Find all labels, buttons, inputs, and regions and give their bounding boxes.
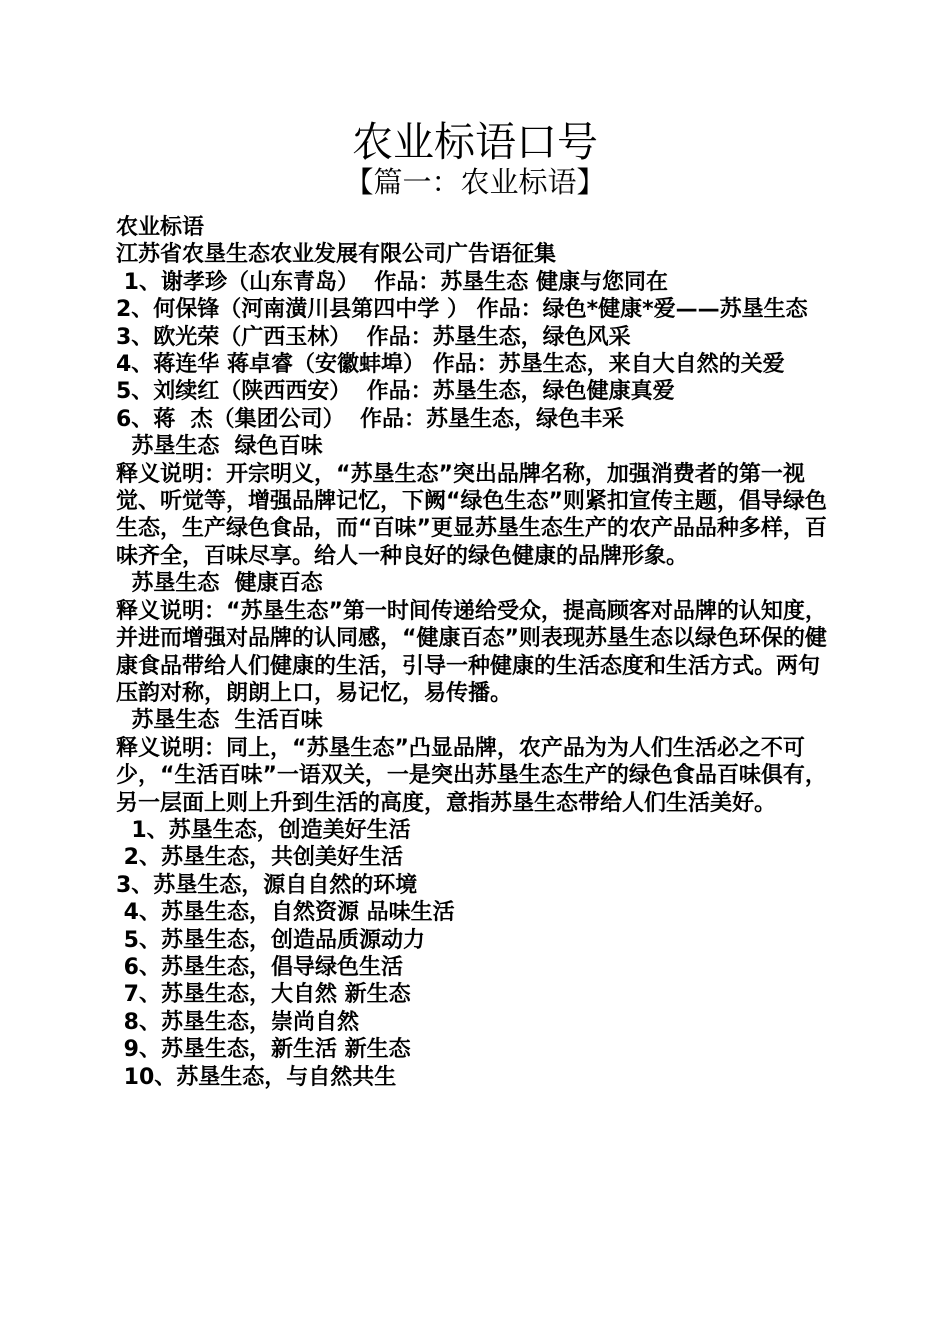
section-heading: 农业标语: [116, 215, 205, 240]
entry-item: 4、蒋连华 蒋卓睿（安徽蚌埠） 作品：苏垦生态，来自大自然的关爱: [116, 352, 785, 378]
entry-item: 1、谢孝珍（山东青岛） 作品：苏垦生态 健康与您同在: [116, 269, 668, 295]
slogan-item: 6、苏垦生态，倡导绿色生活: [116, 954, 403, 980]
explanation-slogan: 苏垦生态 健康百态: [116, 571, 323, 597]
company-heading: 江苏省农垦生态农业发展有限公司广告语征集: [116, 242, 557, 268]
page-title: 农业标语口号: [352, 118, 598, 166]
slogan-item: 4、苏垦生态，自然资源 品味生活: [116, 900, 455, 926]
slogan-item: 8、苏垦生态，崇尚自然: [116, 1009, 359, 1035]
page-subtitle: 【篇一：农业标语】: [344, 165, 606, 199]
entry-item: 3、欧光荣（广西玉林） 作品：苏垦生态，绿色风采: [116, 324, 631, 350]
explanation-slogan: 苏垦生态 生活百味: [116, 708, 323, 734]
slogan-item: 10、苏垦生态，与自然共生: [116, 1064, 397, 1090]
explanation-slogan: 苏垦生态 绿色百味: [116, 434, 323, 460]
entry-item: 5、刘续红（陕西西安） 作品：苏垦生态，绿色健康真爱: [116, 379, 675, 405]
explanation-text: 释义说明：“苏垦生态”第一时间传递给受众，提高顾客对品牌的认知度，并进而增强对品牌的认同感，“健康百态”则表现苏垦生态以绿色环保的健康食品带给人们健康的生活，引导一种健康的生活态度和生活方式。两句压韵对称，朗朗上口，易记忆，易传播。: [116, 598, 827, 706]
slogan-item: 5、苏垦生态，创造品质源动力: [116, 927, 425, 953]
entry-item: 6、蒋 杰（集团公司） 作品：苏垦生态，绿色丰采: [116, 406, 624, 432]
explanation-text: 释义说明：开宗明义，“苏垦生态”突出品牌名称，加强消费者的第一视觉、听觉等，增强品牌记忆，下阙“绿色生态”则紧扣宣传主题，倡导绿色生态，生产绿色食品，而“百味”更显苏垦生态生产的农产品品种多样，百味齐全，百味尽享。给人一种良好的绿色健康的品牌形象。: [116, 461, 827, 569]
slogan-item: 1、苏垦生态，创造美好生活: [116, 817, 411, 843]
slogan-item: 2、苏垦生态，共创美好生活: [116, 845, 403, 871]
explanation-text: 释义说明：同上，“苏垦生态”凸显品牌，农产品为为人们生活必之不可少，“生活百味”一语双关，一是突出苏垦生态生产的绿色食品百味俱有，另一层面上则上升到生活的高度，意指苏垦生态带给人们生活美好。: [116, 735, 827, 816]
entry-item: 2、何保锋（河南潢川县第四中学 ） 作品：绿色*健康*爱——苏垦生态: [116, 297, 808, 323]
slogan-item: 9、苏垦生态，新生活 新生态: [116, 1037, 411, 1063]
document-body: [116, 214, 838, 1091]
slogan-item: 7、苏垦生态，大自然 新生态: [116, 982, 411, 1008]
slogan-item: 3、苏垦生态，源自自然的环境: [116, 872, 418, 898]
